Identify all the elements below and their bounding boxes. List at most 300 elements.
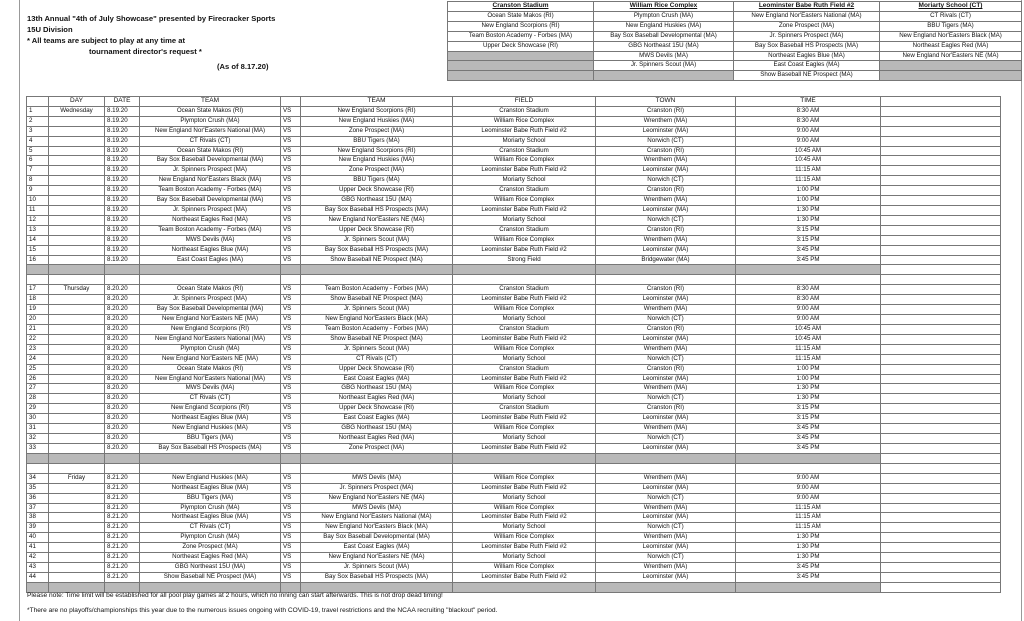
venue-cell: Show Baseball NE Prospect (MA) xyxy=(734,71,880,81)
venue-cell: Zone Prospect (MA) xyxy=(734,21,880,31)
separator-cell xyxy=(596,453,736,463)
game-row xyxy=(27,344,1001,354)
town: Wrenthem (MA) xyxy=(596,424,736,434)
venue-row xyxy=(448,61,1022,71)
game-day xyxy=(49,503,105,513)
game-day xyxy=(49,483,105,493)
time: 9:00 AM xyxy=(736,473,881,483)
game-date: 8.20.20 xyxy=(105,404,140,414)
game-number: 9 xyxy=(27,186,49,196)
blank-cell xyxy=(301,463,453,473)
time: 3:45 PM xyxy=(736,443,881,453)
field: Moriarty School xyxy=(453,176,596,186)
field: Cranston Stadium xyxy=(453,404,596,414)
town: Leominster (MA) xyxy=(596,414,736,424)
vs-label: VS xyxy=(281,562,301,572)
time: 1:30 PM xyxy=(736,215,881,225)
game-date: 8.20.20 xyxy=(105,434,140,444)
trailing-cell xyxy=(881,384,1001,394)
trailing-cell xyxy=(881,513,1001,523)
game-number: 42 xyxy=(27,553,49,563)
town: Wrenthem (MA) xyxy=(596,344,736,354)
game-row xyxy=(27,196,1001,206)
blank-cell xyxy=(49,275,105,285)
game-number: 32 xyxy=(27,434,49,444)
vs-label: VS xyxy=(281,176,301,186)
blank-cell xyxy=(453,275,596,285)
day-separator xyxy=(27,453,1001,463)
town: Leominster (MA) xyxy=(596,483,736,493)
vs-label: VS xyxy=(281,205,301,215)
game-number: 28 xyxy=(27,394,49,404)
footer-time-limit-note: Please note: Time limit will be established for all pool play games at 2 hours, which no inning can start afterwards. This is not drop dead timing! xyxy=(27,592,443,599)
game-number: 37 xyxy=(27,503,49,513)
venue-cell: MWS Devils (MA) xyxy=(594,51,734,61)
game-row xyxy=(27,434,1001,444)
home-team: CT Rivals (CT) xyxy=(140,523,281,533)
game-date: 8.21.20 xyxy=(105,493,140,503)
game-row xyxy=(27,384,1001,394)
blank-cell xyxy=(301,275,453,285)
game-date: 8.20.20 xyxy=(105,443,140,453)
time: 1:00 PM xyxy=(736,374,881,384)
game-day xyxy=(49,513,105,523)
venue-cell: East Coast Eagles (MA) xyxy=(734,61,880,71)
field: Cranston Stadium xyxy=(453,146,596,156)
trailing-cell xyxy=(881,493,1001,503)
home-team: Jr. Spinners Prospect (MA) xyxy=(140,295,281,305)
home-team: Team Boston Academy - Forbes (MA) xyxy=(140,225,281,235)
field: William Rice Complex xyxy=(453,562,596,572)
town: Cranston (RI) xyxy=(596,325,736,335)
town: Leominster (MA) xyxy=(596,543,736,553)
game-day xyxy=(49,553,105,563)
game-row xyxy=(27,533,1001,543)
trailing-cell xyxy=(881,394,1001,404)
town: Norwich (CT) xyxy=(596,394,736,404)
game-row xyxy=(27,315,1001,325)
game-day xyxy=(49,434,105,444)
field: Leominster Babe Ruth Field #2 xyxy=(453,483,596,493)
separator-cell xyxy=(453,582,596,592)
game-row xyxy=(27,136,1001,146)
trailing-cell xyxy=(881,553,1001,563)
town: Wrenthem (MA) xyxy=(596,473,736,483)
separator-cell xyxy=(49,265,105,275)
time: 1:00 PM xyxy=(736,364,881,374)
game-row xyxy=(27,295,1001,305)
blank-cell xyxy=(453,463,596,473)
time: 1:00 PM xyxy=(736,186,881,196)
game-date: 8.19.20 xyxy=(105,215,140,225)
game-number: 20 xyxy=(27,315,49,325)
game-date: 8.20.20 xyxy=(105,424,140,434)
vs-label: VS xyxy=(281,116,301,126)
game-day xyxy=(49,325,105,335)
venue-cell: Northeast Eagles Blue (MA) xyxy=(734,51,880,61)
town: Norwich (CT) xyxy=(596,434,736,444)
game-row xyxy=(27,404,1001,414)
time: 11:15 AM xyxy=(736,503,881,513)
game-row xyxy=(27,562,1001,572)
separator-cell xyxy=(736,453,881,463)
town: Leominster (MA) xyxy=(596,334,736,344)
game-date: 8.19.20 xyxy=(105,156,140,166)
game-day xyxy=(49,166,105,176)
game-date: 8.20.20 xyxy=(105,364,140,374)
field: Leominster Babe Ruth Field #2 xyxy=(453,166,596,176)
tournament-title: 13th Annual "4th of July Showcase" presented by Firecracker Sports xyxy=(27,14,276,23)
as-of-date: (As of 8.17.20) xyxy=(217,62,269,71)
blank-cell xyxy=(27,463,49,473)
game-day xyxy=(49,196,105,206)
game-row xyxy=(27,126,1001,136)
game-date: 8.21.20 xyxy=(105,543,140,553)
blank-cell xyxy=(736,463,881,473)
separator-cell xyxy=(736,582,881,592)
game-number: 8 xyxy=(27,176,49,186)
game-number: 13 xyxy=(27,225,49,235)
time: 11:15 AM xyxy=(736,523,881,533)
game-day xyxy=(49,176,105,186)
game-date: 8.20.20 xyxy=(105,374,140,384)
venue-cell: Ocean State Makos (RI) xyxy=(448,11,594,21)
blank-cell xyxy=(281,275,301,285)
home-team: Northeast Eagles Blue (MA) xyxy=(140,414,281,424)
blank-cell xyxy=(49,463,105,473)
field: Leominster Babe Ruth Field #2 xyxy=(453,414,596,424)
venue-cell: Bay Sox Baseball Developmental (MA) xyxy=(594,31,734,41)
separator-cell xyxy=(140,265,281,275)
schedule-column-header-blank xyxy=(881,97,1001,107)
field: William Rice Complex xyxy=(453,473,596,483)
home-team: Ocean State Makos (RI) xyxy=(140,364,281,374)
separator-cell xyxy=(27,265,49,275)
game-day xyxy=(49,116,105,126)
game-row xyxy=(27,572,1001,582)
game-day xyxy=(49,295,105,305)
town: Leominster (MA) xyxy=(596,245,736,255)
vs-label: VS xyxy=(281,295,301,305)
away-team: Jr. Spinners Scout (MA) xyxy=(301,305,453,315)
field: Moriarty School xyxy=(453,523,596,533)
time: 11:15 AM xyxy=(736,513,881,523)
trailing-cell xyxy=(881,562,1001,572)
game-row xyxy=(27,225,1001,235)
town: Wrenthem (MA) xyxy=(596,196,736,206)
vs-label: VS xyxy=(281,305,301,315)
game-number: 23 xyxy=(27,344,49,354)
game-number: 33 xyxy=(27,443,49,453)
venue-cell: Northeast Eagles Red (MA) xyxy=(880,41,1022,51)
trailing-cell xyxy=(881,186,1001,196)
blank-cell xyxy=(27,275,49,285)
field: Leominster Babe Ruth Field #2 xyxy=(453,126,596,136)
game-date: 8.21.20 xyxy=(105,503,140,513)
trailing-cell xyxy=(881,543,1001,553)
home-team: BBU Tigers (MA) xyxy=(140,493,281,503)
away-team: BBU Tigers (MA) xyxy=(301,136,453,146)
vs-label: VS xyxy=(281,394,301,404)
home-team: CT Rivals (CT) xyxy=(140,136,281,146)
blank-cell xyxy=(105,463,140,473)
field: Moriarty School xyxy=(453,394,596,404)
field: Moriarty School xyxy=(453,354,596,364)
field: William Rice Complex xyxy=(453,196,596,206)
game-number: 35 xyxy=(27,483,49,493)
home-team: Northeast Eagles Blue (MA) xyxy=(140,513,281,523)
game-row xyxy=(27,513,1001,523)
time: 9:00 AM xyxy=(736,483,881,493)
game-date: 8.20.20 xyxy=(105,384,140,394)
home-team: New England Huskies (MA) xyxy=(140,473,281,483)
schedule-column-header xyxy=(27,97,49,107)
vs-label: VS xyxy=(281,503,301,513)
venue-cell: Upper Deck Showcase (RI) xyxy=(448,41,594,51)
note-line-2: tournament director's request * xyxy=(89,47,202,56)
town: Norwich (CT) xyxy=(596,523,736,533)
venue-cell: CT Rivals (CT) xyxy=(880,11,1022,21)
game-row xyxy=(27,523,1001,533)
field: Cranston Stadium xyxy=(453,106,596,116)
home-team: Northeast Eagles Blue (MA) xyxy=(140,483,281,493)
time: 3:15 PM xyxy=(736,404,881,414)
game-day xyxy=(49,156,105,166)
trailing-cell xyxy=(881,285,1001,295)
game-row xyxy=(27,394,1001,404)
separator-cell xyxy=(453,265,596,275)
field: Moriarty School xyxy=(453,215,596,225)
vs-label: VS xyxy=(281,374,301,384)
game-number: 43 xyxy=(27,562,49,572)
home-team: New England Scorpions (RI) xyxy=(140,325,281,335)
game-number: 5 xyxy=(27,146,49,156)
game-row xyxy=(27,483,1001,493)
vs-label: VS xyxy=(281,285,301,295)
vs-label: VS xyxy=(281,166,301,176)
schedule-column-header: TEAM xyxy=(301,97,453,107)
game-row xyxy=(27,325,1001,335)
away-team: Show Baseball NE Prospect (MA) xyxy=(301,295,453,305)
blank-cell xyxy=(105,275,140,285)
home-team: Bay Sox Baseball Developmental (MA) xyxy=(140,156,281,166)
game-day xyxy=(49,533,105,543)
trailing-cell xyxy=(881,176,1001,186)
separator-cell xyxy=(596,582,736,592)
away-team: MWS Devils (MA) xyxy=(301,503,453,513)
home-team: Northeast Eagles Blue (MA) xyxy=(140,245,281,255)
game-row xyxy=(27,205,1001,215)
blank-cell xyxy=(881,275,1001,285)
field: Leominster Babe Ruth Field #2 xyxy=(453,572,596,582)
game-number: 16 xyxy=(27,255,49,265)
vs-label: VS xyxy=(281,186,301,196)
game-date: 8.19.20 xyxy=(105,106,140,116)
time: 3:45 PM xyxy=(736,255,881,265)
game-date: 8.21.20 xyxy=(105,523,140,533)
vs-label: VS xyxy=(281,533,301,543)
time: 11:15 AM xyxy=(736,176,881,186)
home-team: Plympton Crush (MA) xyxy=(140,116,281,126)
game-number: 10 xyxy=(27,196,49,206)
away-team: New England Scorpions (RI) xyxy=(301,146,453,156)
game-row xyxy=(27,146,1001,156)
away-team: New England Nor'Easters Black (MA) xyxy=(301,523,453,533)
vs-label: VS xyxy=(281,384,301,394)
venue-cell xyxy=(880,61,1022,71)
vs-label: VS xyxy=(281,156,301,166)
venue-cell: New England Huskies (MA) xyxy=(594,21,734,31)
venue-row xyxy=(448,21,1022,31)
trailing-cell xyxy=(881,334,1001,344)
blank-cell xyxy=(140,275,281,285)
game-date: 8.21.20 xyxy=(105,533,140,543)
game-day xyxy=(49,364,105,374)
town: Cranston (RI) xyxy=(596,225,736,235)
town: Cranston (RI) xyxy=(596,146,736,156)
time: 8:30 AM xyxy=(736,285,881,295)
away-team: Jr. Spinners Prospect (MA) xyxy=(301,483,453,493)
venue-row xyxy=(448,41,1022,51)
town: Leominster (MA) xyxy=(596,443,736,453)
schedule-column-header: TIME xyxy=(736,97,881,107)
vs-label: VS xyxy=(281,255,301,265)
trailing-cell xyxy=(881,196,1001,206)
town: Norwich (CT) xyxy=(596,215,736,225)
away-team: Team Boston Academy - Forbes (MA) xyxy=(301,285,453,295)
time: 9:00 AM xyxy=(736,305,881,315)
town: Wrenthem (MA) xyxy=(596,503,736,513)
venue-row xyxy=(448,11,1022,21)
trailing-cell xyxy=(881,156,1001,166)
field: Leominster Babe Ruth Field #2 xyxy=(453,443,596,453)
trailing-cell xyxy=(881,572,1001,582)
town: Cranston (RI) xyxy=(596,186,736,196)
field: Leominster Babe Ruth Field #2 xyxy=(453,205,596,215)
trailing-cell xyxy=(881,215,1001,225)
home-team: New England Scorpions (RI) xyxy=(140,404,281,414)
venue-row xyxy=(448,51,1022,61)
town: Cranston (RI) xyxy=(596,285,736,295)
game-day: Wednesday xyxy=(49,106,105,116)
time: 10:45 AM xyxy=(736,325,881,335)
trailing-cell xyxy=(881,305,1001,315)
time: 3:15 PM xyxy=(736,235,881,245)
away-team: Bay Sox Baseball HS Prospects (MA) xyxy=(301,205,453,215)
blank-cell xyxy=(881,463,1001,473)
time: 8:30 AM xyxy=(736,116,881,126)
separator-cell xyxy=(281,453,301,463)
home-team: Ocean State Makos (RI) xyxy=(140,285,281,295)
trailing-cell xyxy=(881,443,1001,453)
town: Cranston (RI) xyxy=(596,364,736,374)
separator-cell xyxy=(453,453,596,463)
game-date: 8.19.20 xyxy=(105,136,140,146)
blank-cell xyxy=(281,463,301,473)
town: Wrenthem (MA) xyxy=(596,533,736,543)
separator-cell xyxy=(881,582,1001,592)
game-date: 8.21.20 xyxy=(105,513,140,523)
game-date: 8.21.20 xyxy=(105,562,140,572)
schedule-column-header: DAY xyxy=(49,97,105,107)
game-day xyxy=(49,384,105,394)
game-row xyxy=(27,493,1001,503)
time: 9:00 AM xyxy=(736,136,881,146)
game-day xyxy=(49,334,105,344)
separator-cell xyxy=(736,265,881,275)
vs-label: VS xyxy=(281,196,301,206)
game-row xyxy=(27,215,1001,225)
game-day xyxy=(49,562,105,572)
town: Norwich (CT) xyxy=(596,354,736,364)
time: 1:30 PM xyxy=(736,384,881,394)
vs-label: VS xyxy=(281,483,301,493)
game-row xyxy=(27,166,1001,176)
vs-label: VS xyxy=(281,235,301,245)
trailing-cell xyxy=(881,483,1001,493)
venue-cell: Team Boston Academy - Forbes (MA) xyxy=(448,31,594,41)
trailing-cell xyxy=(881,136,1001,146)
time: 9:00 AM xyxy=(736,315,881,325)
game-day xyxy=(49,354,105,364)
field: William Rice Complex xyxy=(453,156,596,166)
vs-label: VS xyxy=(281,404,301,414)
game-row xyxy=(27,443,1001,453)
game-number: 19 xyxy=(27,305,49,315)
game-day xyxy=(49,344,105,354)
away-team: Jr. Spinners Scout (MA) xyxy=(301,235,453,245)
home-team: Bay Sox Baseball HS Prospects (MA) xyxy=(140,443,281,453)
field: Leominster Babe Ruth Field #2 xyxy=(453,374,596,384)
game-day: Thursday xyxy=(49,285,105,295)
game-date: 8.19.20 xyxy=(105,245,140,255)
trailing-cell xyxy=(881,146,1001,156)
time: 8:30 AM xyxy=(736,106,881,116)
game-day xyxy=(49,374,105,384)
town: Wrenthem (MA) xyxy=(596,384,736,394)
game-number: 6 xyxy=(27,156,49,166)
game-number: 30 xyxy=(27,414,49,424)
town: Wrenthem (MA) xyxy=(596,116,736,126)
trailing-cell xyxy=(881,414,1001,424)
away-team: Bay Sox Baseball Developmental (MA) xyxy=(301,533,453,543)
field: Cranston Stadium xyxy=(453,364,596,374)
town: Leominster (MA) xyxy=(596,572,736,582)
game-number: 18 xyxy=(27,295,49,305)
trailing-cell xyxy=(881,404,1001,414)
home-team: Northeast Eagles Red (MA) xyxy=(140,553,281,563)
blank-cell xyxy=(140,463,281,473)
venue-cell: Plympton Crush (MA) xyxy=(594,11,734,21)
home-team: New England Nor'Easters NE (MA) xyxy=(140,315,281,325)
trailing-cell xyxy=(881,503,1001,513)
game-row xyxy=(27,156,1001,166)
blank-cell xyxy=(596,275,736,285)
venue-cell xyxy=(448,71,594,81)
away-team: Zone Prospect (MA) xyxy=(301,166,453,176)
trailing-cell xyxy=(881,255,1001,265)
game-date: 8.19.20 xyxy=(105,255,140,265)
time: 3:15 PM xyxy=(736,414,881,424)
home-team: CT Rivals (CT) xyxy=(140,394,281,404)
venue-cell: Jr. Spinners Scout (MA) xyxy=(594,61,734,71)
game-date: 8.20.20 xyxy=(105,325,140,335)
separator-cell xyxy=(105,453,140,463)
vs-label: VS xyxy=(281,215,301,225)
game-date: 8.20.20 xyxy=(105,315,140,325)
game-row xyxy=(27,424,1001,434)
venue-cell: Bay Sox Baseball HS Prospects (MA) xyxy=(734,41,880,51)
